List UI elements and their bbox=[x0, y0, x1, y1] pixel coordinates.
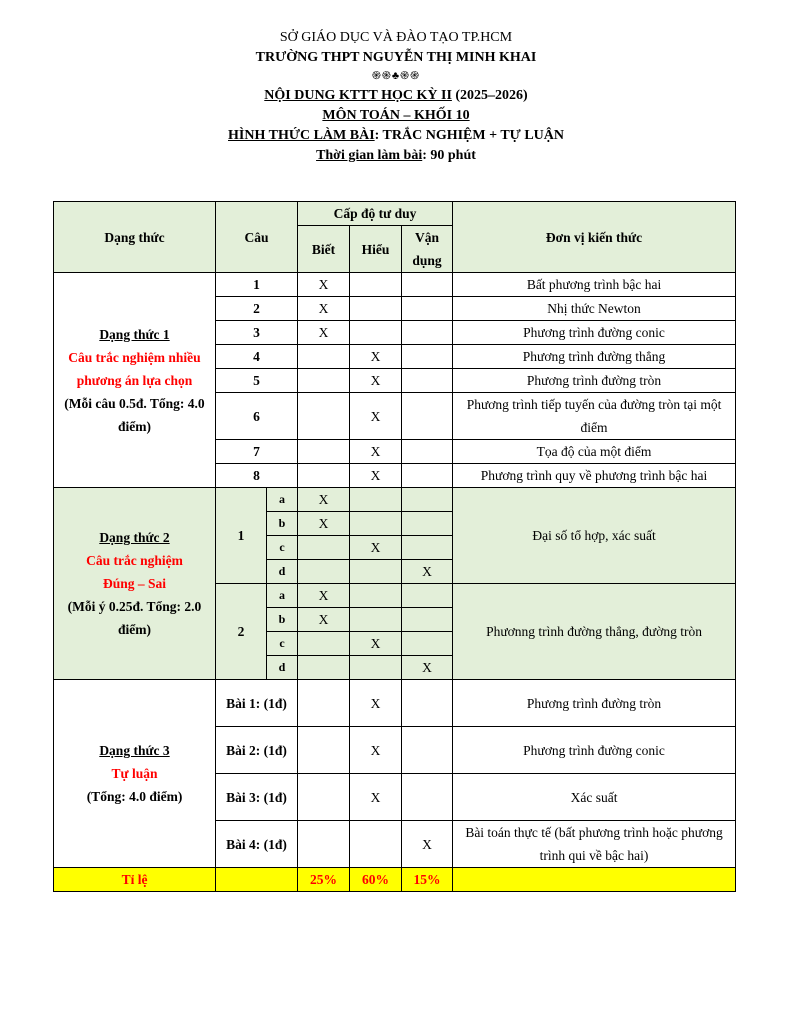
table-row bbox=[54, 680, 736, 727]
vd-mark bbox=[402, 608, 453, 632]
cau-number: Bài 3: (1đ) bbox=[216, 774, 298, 821]
section1-title: Dạng thức 1 bbox=[99, 326, 170, 342]
cau-number: 3 bbox=[216, 321, 298, 345]
header-van-dung: Vận dụng bbox=[402, 226, 453, 273]
sub-item-label: c bbox=[267, 536, 298, 560]
exam-matrix-table bbox=[53, 201, 736, 892]
format-value: : TRẮC NGHIỆM + TỰ LUẬN bbox=[374, 128, 564, 143]
topic-cell: Tọa độ của một điểm bbox=[453, 440, 736, 464]
hieu-mark bbox=[350, 297, 402, 321]
sub-item-label: a bbox=[267, 488, 298, 512]
table-header-row bbox=[54, 202, 736, 226]
section1-type: Câu trắc nghiệm nhiều phương án lựa chọn bbox=[68, 349, 201, 388]
section2-title: Dạng thức 2 bbox=[99, 530, 170, 545]
hieu-mark bbox=[350, 821, 402, 868]
ratio-van-dung: 15% bbox=[402, 868, 453, 892]
vd-mark bbox=[402, 273, 453, 297]
hieu-mark bbox=[350, 512, 402, 536]
ratio-row bbox=[54, 868, 736, 892]
header-don-vi: Đơn vị kiến thức bbox=[453, 202, 736, 273]
biet-mark bbox=[298, 560, 350, 584]
section1-label bbox=[54, 273, 216, 488]
cau-number: 5 bbox=[216, 369, 298, 393]
topic-cell: Đại số tổ hợp, xác suất bbox=[453, 488, 736, 584]
sub-item-label: d bbox=[267, 560, 298, 584]
biet-mark bbox=[298, 680, 350, 727]
hieu-mark: X bbox=[350, 440, 402, 464]
vd-mark: X bbox=[402, 656, 453, 680]
format-line bbox=[0, 126, 792, 146]
cau-number: Bài 1: (1đ) bbox=[216, 680, 298, 727]
biet-mark: X bbox=[298, 488, 350, 512]
topic-cell: Phương trình quy về phương trình bậc hai bbox=[453, 464, 736, 488]
topic-cell: Phương trình đường tròn bbox=[453, 369, 736, 393]
biet-mark: X bbox=[298, 321, 350, 345]
hieu-mark: X bbox=[350, 345, 402, 369]
header-hieu: Hiểu bbox=[350, 226, 402, 273]
vd-mark bbox=[402, 584, 453, 608]
vd-mark bbox=[402, 512, 453, 536]
topic-cell: Bất phương trình bậc hai bbox=[453, 273, 736, 297]
biet-mark bbox=[298, 464, 350, 488]
hieu-mark bbox=[350, 584, 402, 608]
ratio-biet: 25% bbox=[298, 868, 350, 892]
table-row bbox=[54, 273, 736, 297]
topic-cell: Phươnng trình đường thẳng, đường tròn bbox=[453, 584, 736, 680]
hieu-mark bbox=[350, 273, 402, 297]
cau-number: 2 bbox=[216, 297, 298, 321]
biet-mark bbox=[298, 656, 350, 680]
topic-cell: Phương trình đường thẳng bbox=[453, 345, 736, 369]
vd-mark bbox=[402, 297, 453, 321]
topic-cell: Phương trình tiếp tuyến của đường tròn tại một điểm bbox=[453, 393, 736, 440]
section3-label bbox=[54, 680, 216, 868]
biet-mark bbox=[298, 727, 350, 774]
department-name: SỞ GIÁO DỤC VÀ ĐÀO TẠO TP.HCM bbox=[279, 30, 513, 45]
sub-item-label: d bbox=[267, 656, 298, 680]
biet-mark: X bbox=[298, 584, 350, 608]
title-main: NỘI DUNG KTTT HỌC KỲ II bbox=[264, 88, 452, 103]
topic-cell: Phương trình đường tròn bbox=[453, 680, 736, 727]
vd-mark bbox=[402, 345, 453, 369]
vd-mark bbox=[402, 464, 453, 488]
cau-number: 1 bbox=[216, 488, 267, 584]
hieu-mark: X bbox=[350, 536, 402, 560]
section3-note: (Tổng: 4.0 điểm) bbox=[86, 789, 183, 804]
section3-title: Dạng thức 3 bbox=[99, 743, 170, 758]
hieu-mark bbox=[350, 560, 402, 584]
cau-number: 7 bbox=[216, 440, 298, 464]
header-cap-do: Cấp độ tư duy bbox=[298, 202, 453, 226]
cau-number: 4 bbox=[216, 345, 298, 369]
hieu-mark bbox=[350, 656, 402, 680]
topic-cell: Nhị thức Newton bbox=[453, 297, 736, 321]
hieu-mark: X bbox=[350, 369, 402, 393]
vd-mark bbox=[402, 727, 453, 774]
vd-mark: X bbox=[402, 821, 453, 868]
biet-mark: X bbox=[298, 297, 350, 321]
hieu-mark bbox=[350, 608, 402, 632]
vd-mark bbox=[402, 393, 453, 440]
cau-number: 1 bbox=[216, 273, 298, 297]
cau-number: 2 bbox=[216, 584, 267, 680]
title-year: (2025–2026) bbox=[451, 88, 528, 103]
vd-mark bbox=[402, 488, 453, 512]
topic-cell: Phương trình đường conic bbox=[453, 321, 736, 345]
sub-item-label: a bbox=[267, 584, 298, 608]
section2-type-line1: Câu trắc nghiệm bbox=[86, 553, 183, 568]
time-line bbox=[0, 146, 792, 166]
ratio-label: Tỉ lệ bbox=[54, 868, 216, 892]
hieu-mark: X bbox=[350, 727, 402, 774]
vd-mark bbox=[402, 536, 453, 560]
vd-mark bbox=[402, 774, 453, 821]
section2-type-line2: Đúng – Sai bbox=[102, 576, 167, 591]
biet-mark bbox=[298, 393, 350, 440]
subject-line bbox=[0, 106, 792, 126]
hieu-mark bbox=[350, 321, 402, 345]
section1-note: (Mỗi câu 0.5đ. Tổng: 4.0 điểm) bbox=[64, 395, 205, 434]
ratio-hieu: 60% bbox=[350, 868, 402, 892]
vd-mark: X bbox=[402, 560, 453, 584]
cau-number: Bài 2: (1đ) bbox=[216, 727, 298, 774]
hieu-mark: X bbox=[350, 632, 402, 656]
vd-mark bbox=[402, 680, 453, 727]
biet-mark: X bbox=[298, 512, 350, 536]
vd-mark bbox=[402, 632, 453, 656]
cau-number: Bài 4: (1đ) bbox=[216, 821, 298, 868]
header-cau: Câu bbox=[216, 202, 298, 273]
section2-label bbox=[54, 488, 216, 680]
vd-mark bbox=[402, 321, 453, 345]
header-biet: Biết bbox=[298, 226, 350, 273]
time-value: : 90 phút bbox=[422, 148, 476, 163]
vd-mark bbox=[402, 369, 453, 393]
biet-mark bbox=[298, 821, 350, 868]
biet-mark: X bbox=[298, 608, 350, 632]
document-header bbox=[0, 28, 792, 166]
ornament-divider: ֍֎♣֎֍ bbox=[371, 70, 421, 82]
vd-mark bbox=[402, 440, 453, 464]
school-name: TRƯỜNG THPT NGUYỄN THỊ MINH KHAI bbox=[255, 50, 537, 65]
section2-note: (Mỗi ý 0.25đ. Tổng: 2.0 điểm) bbox=[67, 599, 202, 637]
hieu-mark: X bbox=[350, 464, 402, 488]
table-row bbox=[54, 488, 736, 512]
biet-mark: X bbox=[298, 273, 350, 297]
cau-number: 8 bbox=[216, 464, 298, 488]
biet-mark bbox=[298, 440, 350, 464]
biet-mark bbox=[298, 774, 350, 821]
topic-cell: Bài toán thực tế (bất phương trình hoặc phương trình qui về bậc hai) bbox=[453, 821, 736, 868]
hieu-mark: X bbox=[350, 774, 402, 821]
biet-mark bbox=[298, 345, 350, 369]
time-label: Thời gian làm bài bbox=[316, 148, 423, 163]
header-dang-thuc: Dạng thức bbox=[54, 202, 216, 273]
biet-mark bbox=[298, 536, 350, 560]
document-title bbox=[0, 86, 792, 106]
sub-item-label: b bbox=[267, 512, 298, 536]
sub-item-label: c bbox=[267, 632, 298, 656]
hieu-mark: X bbox=[350, 680, 402, 727]
subject-text: MÔN TOÁN – KHỐI 10 bbox=[322, 108, 470, 123]
biet-mark bbox=[298, 369, 350, 393]
topic-cell: Xác suất bbox=[453, 774, 736, 821]
hieu-mark bbox=[350, 488, 402, 512]
hieu-mark: X bbox=[350, 393, 402, 440]
format-label: HÌNH THỨC LÀM BÀI bbox=[228, 128, 375, 143]
section3-type: Tự luận bbox=[111, 766, 158, 781]
biet-mark bbox=[298, 632, 350, 656]
topic-cell: Phương trình đường conic bbox=[453, 727, 736, 774]
sub-item-label: b bbox=[267, 608, 298, 632]
cau-number: 6 bbox=[216, 393, 298, 440]
